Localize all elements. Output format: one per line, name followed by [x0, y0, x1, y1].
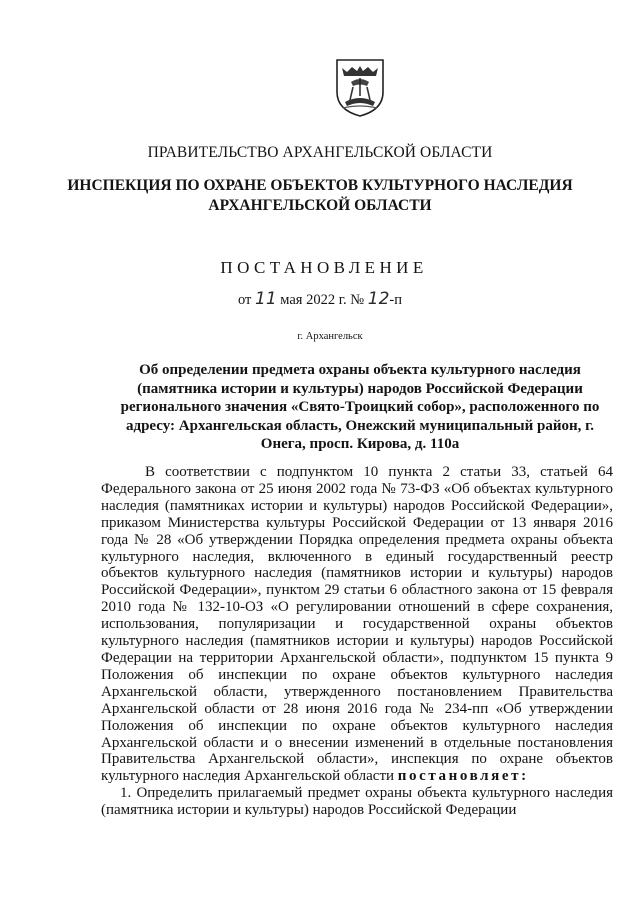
document-body	[101, 464, 613, 819]
inspection-name-line-2: АРХАНГЕЛЬСКОЙ ОБЛАСТИ	[208, 197, 432, 214]
document-subject: Об определении предмета охраны объекта культурного наследия (памятника истории и культуры) народов Российской Федерации регионального значения «Свято-Троицкий собор», расположенного по адресу: Архангельская область, Онежский муниципальный район, г. Онега, просп. Кирова, д. 110а	[120, 362, 600, 453]
date-line	[0, 289, 640, 309]
body-paragraph-1	[101, 464, 613, 785]
government-name: ПРАВИТЕЛЬСТВО АРХАНГЕЛЬСКОЙ ОБЛАСТИ	[147, 144, 493, 161]
city: г. Архангельск	[297, 331, 363, 342]
inspection-name	[0, 176, 640, 216]
body-paragraph-2: 1. Определить прилагаемый предмет охраны объекта культурного наследия (памятника истории и культуры) народов Российской Федерации	[101, 785, 613, 819]
date-month-year: мая 2022 г. №	[280, 292, 365, 308]
paragraph-1-text: В соответствии с подпунктом 10 пункта 2 статьи 33, статьей 64 Федерального закона от 25 июня 2002 года № 73-ФЗ «Об объектах культурного наследия (памятниках истории и культуры) народов Российской Федерации», приказом Министерства культуры Российской Федерации от 13 января 2016 года № 28 «Об утверждении Порядка определения предмета охраны объекта культурного наследия, включенного в единый государственный реестр объектов культурного наследия (памятников истории и культуры) народов Российской Федерации», пунктом 29 статьи 6 областного закона от 15 февраля 2010 года № 132-10-ОЗ «О регулировании отношений в сфере сохранения, использования, популяризации и государственной охраны объектов культурного наследия (памятников истории и культуры) народов Российской Федерации на территории Архангельской области», подпунктом 15 пункта 9 Положения об инспекции по охране объектов культурного наследия Архангельской области, утвержденного постановлением Правительства Архангельской области от 28 июня 2016 года № 234-пп «Об утверждении Положения об инспекции по охране объектов культурного наследия Архангельской области и о внесении изменений в отдельные постановления Правительства Архангельской области», инспекция по охране объектов культурного наследия Архангельской области	[101, 464, 613, 785]
document-title: ПОСТАНОВЛЕНИЕ	[220, 258, 428, 277]
decree-word: постановляет:	[397, 768, 529, 785]
number-suffix: -п	[389, 292, 402, 308]
coat-of-arms-icon	[333, 56, 387, 118]
date-prefix: от	[238, 292, 252, 308]
date-day-handwritten: 11	[255, 289, 277, 309]
inspection-name-line-1: ИНСПЕКЦИЯ ПО ОХРАНЕ ОБЪЕКТОВ КУЛЬТУРНОГО НАСЛЕДИЯ	[67, 177, 573, 194]
document-number-handwritten: 12	[367, 289, 390, 309]
